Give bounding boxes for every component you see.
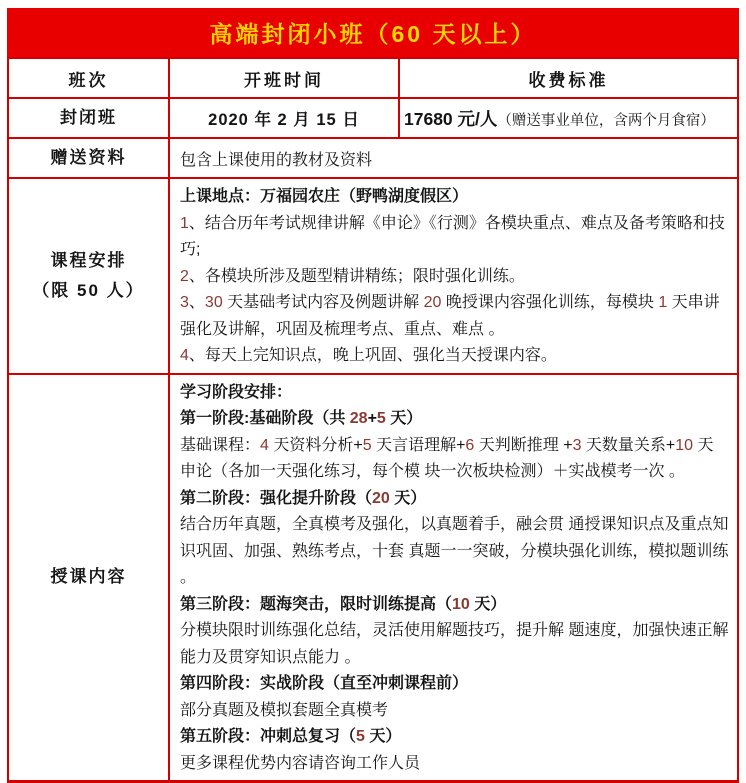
content-line: 2、各模块所涉及题型精讲精练；限时强化训练。	[180, 267, 525, 285]
content-line: 第三阶段：题海突击，限时训练提高（10 天）	[180, 595, 507, 613]
materials-content: 包含上课使用的教材及资料	[169, 138, 738, 178]
class-name-cell: 封闭班	[8, 98, 169, 138]
fee-amount: 17680 元/人	[404, 108, 498, 129]
table-header-row	[8, 58, 738, 98]
column-header-start-time: 开班时间	[169, 58, 399, 98]
course-table	[7, 57, 739, 783]
content-line: 上课地点：万福园农庄（野鸭湖度假区）	[180, 188, 469, 205]
content-line: 部分真题及模拟套题全真模考	[180, 701, 389, 719]
arrangement-label-line2: （限 50 人）	[32, 280, 145, 300]
content-line: 第五阶段：冲刺总复习（5 天）	[180, 728, 402, 745]
fee-cell	[399, 98, 738, 138]
page-title: 高端封闭小班（60 天以上）	[209, 21, 537, 47]
content-line: 第一阶段:基础阶段（共 28+5 天）	[180, 410, 423, 427]
content-line: 3、30 天基础考试内容及例题讲解 20 晚授课内容强化训练，每模块 1 天串讲强化及讲解，巩固及梳理考点、重点、难点 。	[180, 294, 720, 338]
arrangement-label-line1: 课程安排	[50, 250, 127, 270]
teaching-content-row	[8, 374, 738, 782]
content-line: 第四阶段：实战阶段（直至冲刺课程前）	[180, 675, 469, 692]
title-banner	[7, 8, 739, 57]
content-line: 更多课程优势内容请咨询工作人员	[180, 754, 421, 772]
column-header-fee: 收费标准	[399, 58, 738, 98]
arrangement-row	[8, 178, 738, 374]
content-line: 第二阶段：强化提升阶段（20 天）	[180, 489, 427, 507]
column-header-class: 班次	[8, 58, 169, 98]
schedule-row	[8, 98, 738, 138]
materials-label: 赠送资料	[8, 138, 169, 178]
content-line: 分模块限时训练强化总结，灵活使用解题技巧，提升解 题速度，加强快速正解能力及贯穿知识点能力 。	[180, 622, 729, 666]
fee-note: （赠送事业单位，含两个月食宿）	[497, 112, 715, 129]
content-line: 基础课程：4 天资料分析+5 天言语理解+6 天判断推理 +3 天数量关系+10 天申论（各加一天强化练习，每个模 块一次板块检测）＋实战模考一次 。	[180, 436, 714, 480]
content-line: 1、结合历年考试规律讲解《申论》《行测》各模块重点、难点及备考策略和技巧;	[180, 214, 725, 258]
teaching-content-label: 授课内容	[8, 374, 169, 782]
teaching-content	[169, 374, 738, 782]
content-line: 学习阶段安排：	[180, 383, 293, 401]
start-date-cell: 2020 年 2 月 15 日	[169, 98, 399, 138]
content-line: 结合历年真题，全真模考及强化，以真题着手，融会贯 通授课知识点及重点知识巩固、加强、熟练考点，十套 真题一一突破，分模块强化训练，模拟题训练 。	[180, 516, 729, 586]
arrangement-label	[8, 178, 169, 374]
materials-row	[8, 138, 738, 178]
content-line: 4、每天上完知识点，晚上巩固、强化当天授课内容。	[180, 347, 557, 364]
arrangement-content	[169, 178, 738, 374]
